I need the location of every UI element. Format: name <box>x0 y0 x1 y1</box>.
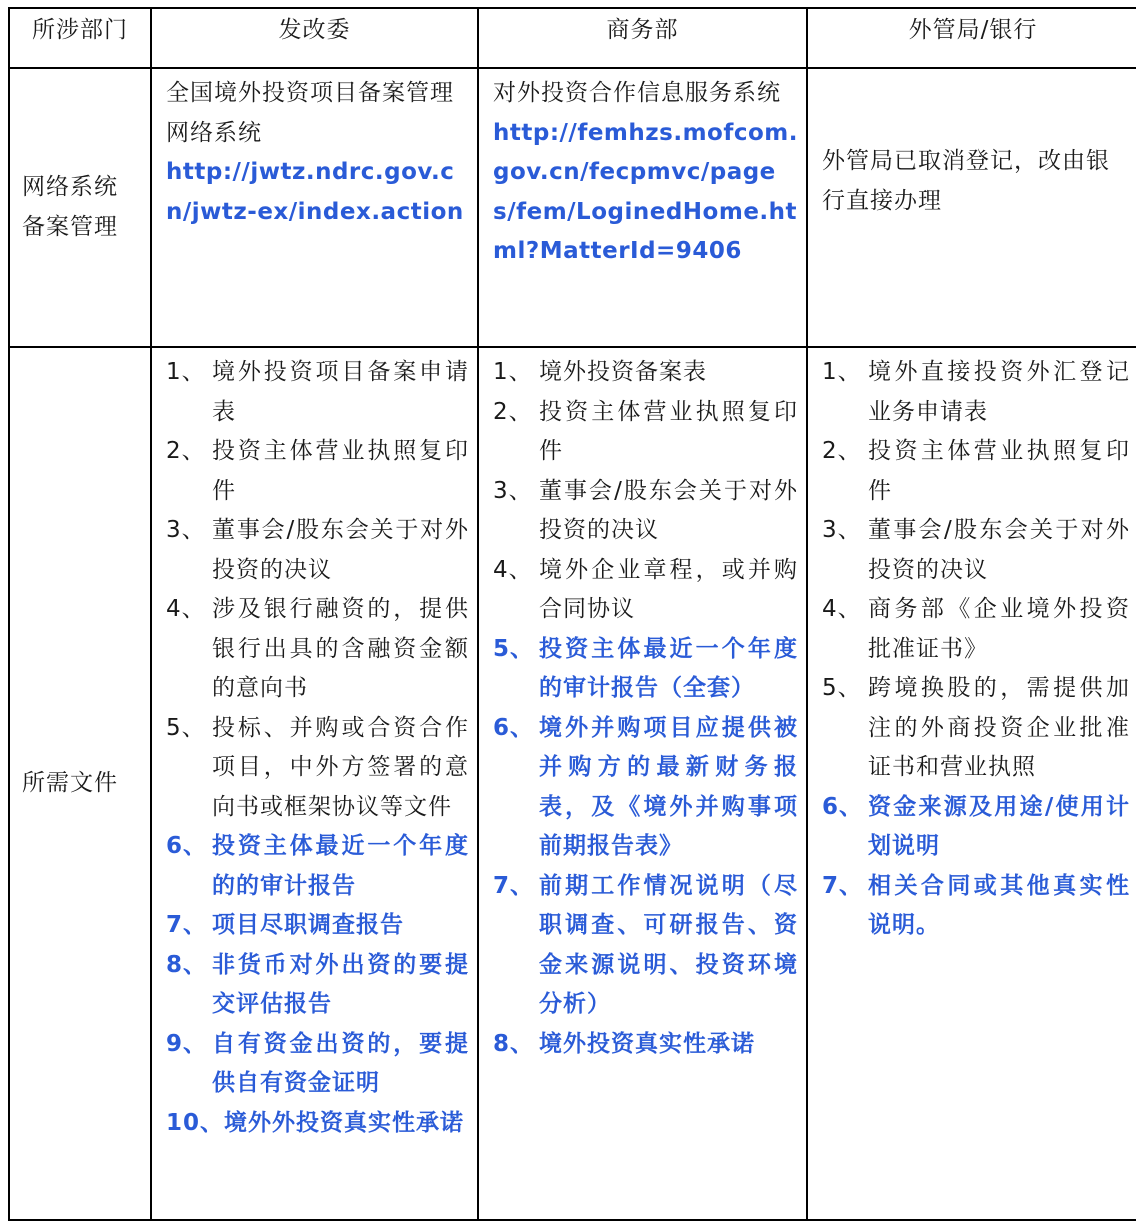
list-item <box>822 353 1130 432</box>
list-item <box>166 590 469 709</box>
list-item-number: 5、 <box>822 675 862 701</box>
list-item <box>166 709 469 828</box>
list-item-number: 5、 <box>166 714 206 741</box>
list-item <box>493 867 798 1025</box>
list-item <box>166 432 469 511</box>
list-item-number: 1、 <box>822 359 862 385</box>
list-item-number: 5、 <box>493 635 535 662</box>
list-item-text: 投资主体最近一个年度的审计报告（全套） <box>539 635 798 701</box>
list-item-number: 8、 <box>493 1030 535 1057</box>
list-item <box>822 788 1130 867</box>
list-item-number: 10、 <box>166 1109 225 1136</box>
list-item-text: 董事会/股东会关于对外投资的决议 <box>212 517 469 583</box>
list-item-number: 4、 <box>822 596 862 622</box>
list-item-text: 涉及银行融资的，提供银行出具的含融资金额的意向书 <box>212 596 469 701</box>
list-item <box>166 1104 469 1144</box>
list-item-number: 1、 <box>493 359 533 385</box>
list-item-number: 2、 <box>166 438 206 464</box>
safe-network-cell <box>807 68 1136 347</box>
department-comparison-table <box>8 7 1136 1221</box>
list-item <box>822 669 1130 788</box>
mofcom-system-link[interactable]: http://femhzs.mofcom.gov.cn/fecpmvc/pages/fem/LoginedHome.html?MatterId=9406 <box>493 119 798 264</box>
list-item-text: 境外投资备案表 <box>539 359 707 385</box>
list-item <box>822 867 1130 946</box>
mofcom-network-cell <box>478 68 807 347</box>
list-item-number: 8、 <box>166 951 208 978</box>
list-item-text: 资金来源及用途/使用计划说明 <box>868 793 1130 859</box>
list-item-number: 4、 <box>493 556 533 583</box>
row-label-required-files: 所需文件 <box>9 347 151 1220</box>
list-item <box>493 393 798 472</box>
mofcom-system-name: 对外投资合作信息服务系统 <box>493 80 781 106</box>
list-item <box>822 511 1130 590</box>
list-item <box>166 906 469 946</box>
list-item-text: 投标、并购或合资合作项目，中外方签署的意向书或框架协议等文件 <box>212 714 469 820</box>
list-item-number: 2、 <box>493 398 533 425</box>
list-item-number: 3、 <box>493 477 533 504</box>
list-item-text: 境外直接投资外汇登记业务申请表 <box>868 359 1130 425</box>
header-cell-ndrc: 发改委 <box>151 8 478 68</box>
list-item-text: 境外投资真实性承诺 <box>539 1030 755 1057</box>
list-item-text: 相关合同或其他真实性说明。 <box>868 872 1130 938</box>
ndrc-system-link[interactable]: http://jwtz.ndrc.gov.cn/jwtz-ex/index.action <box>166 159 464 225</box>
list-item <box>166 827 469 906</box>
list-item <box>493 472 798 551</box>
ndrc-files-list <box>166 353 469 1143</box>
list-item-number: 1、 <box>166 359 206 385</box>
list-item <box>166 1025 469 1104</box>
required-files-row <box>9 347 1136 1220</box>
list-item-text: 投资主体营业执照复印件 <box>212 438 469 504</box>
mofcom-files-list <box>493 353 798 1064</box>
list-item-text: 董事会/股东会关于对外投资的决议 <box>539 477 798 543</box>
list-item-number: 6、 <box>166 833 208 859</box>
list-item <box>493 353 798 393</box>
list-item-number: 6、 <box>822 793 864 820</box>
mofcom-files-cell <box>478 347 807 1220</box>
list-item <box>493 709 798 867</box>
list-item-text: 境外投资项目备案申请表 <box>212 359 469 425</box>
list-item-text: 跨境换股的，需提供加注的外商投资企业批准证书和营业执照 <box>868 675 1130 780</box>
safe-files-list <box>822 353 1130 946</box>
header-row <box>9 8 1136 68</box>
ndrc-system-name: 全国境外投资项目备案管理网络系统 <box>166 80 454 146</box>
list-item <box>493 1025 798 1065</box>
list-item-text: 前期工作情况说明（尽职调查、可研报告、资金来源说明、投资环境分析） <box>539 872 798 1017</box>
network-filing-row <box>9 68 1136 347</box>
list-item <box>822 590 1130 669</box>
list-item-number: 2、 <box>822 438 862 464</box>
list-item <box>822 432 1130 511</box>
ndrc-network-cell <box>151 68 478 347</box>
header-cell-safe-bank: 外管局/银行 <box>807 8 1136 68</box>
list-item-number: 9、 <box>166 1030 208 1057</box>
list-item <box>166 353 469 432</box>
list-item-text: 投资主体营业执照复印件 <box>868 438 1130 504</box>
list-item <box>493 551 798 630</box>
header-cell-department: 所涉部门 <box>9 8 151 68</box>
header-cell-mofcom: 商务部 <box>478 8 807 68</box>
list-item-text: 自有资金出资的，要提供自有资金证明 <box>212 1030 469 1096</box>
list-item-text: 非货币对外出资的要提交评估报告 <box>212 951 469 1017</box>
list-item-number: 3、 <box>822 517 862 543</box>
ndrc-files-cell <box>151 347 478 1220</box>
list-item-text: 境外企业章程，或并购合同协议 <box>539 556 798 622</box>
list-item-number: 6、 <box>493 714 535 741</box>
list-item-number: 7、 <box>493 872 535 899</box>
list-item-number: 7、 <box>166 912 208 938</box>
safe-cancelled-note: 外管局已取消登记，改由银行直接办理 <box>822 148 1110 214</box>
safe-files-cell <box>807 347 1136 1220</box>
list-item-number: 3、 <box>166 517 206 543</box>
list-item <box>493 630 798 709</box>
list-item-text: 投资主体营业执照复印件 <box>539 398 798 464</box>
list-item-text: 投资主体最近一个年度的的审计报告 <box>212 833 469 899</box>
list-item <box>166 511 469 590</box>
list-item-text: 董事会/股东会关于对外投资的决议 <box>868 517 1130 583</box>
list-item-number: 7、 <box>822 872 864 899</box>
list-item-text: 境外并购项目应提供被并购方的最新财务报表，及《境外并购事项前期报告表》 <box>539 714 798 859</box>
list-item-text: 项目尽职调查报告 <box>212 912 404 938</box>
list-item-number: 4、 <box>166 596 206 622</box>
row-label-network-filing: 网络系统备案管理 <box>9 68 151 347</box>
list-item-text: 商务部《企业境外投资批准证书》 <box>868 596 1130 662</box>
list-item <box>166 946 469 1025</box>
list-item-text: 境外外投资真实性承诺 <box>224 1109 465 1136</box>
